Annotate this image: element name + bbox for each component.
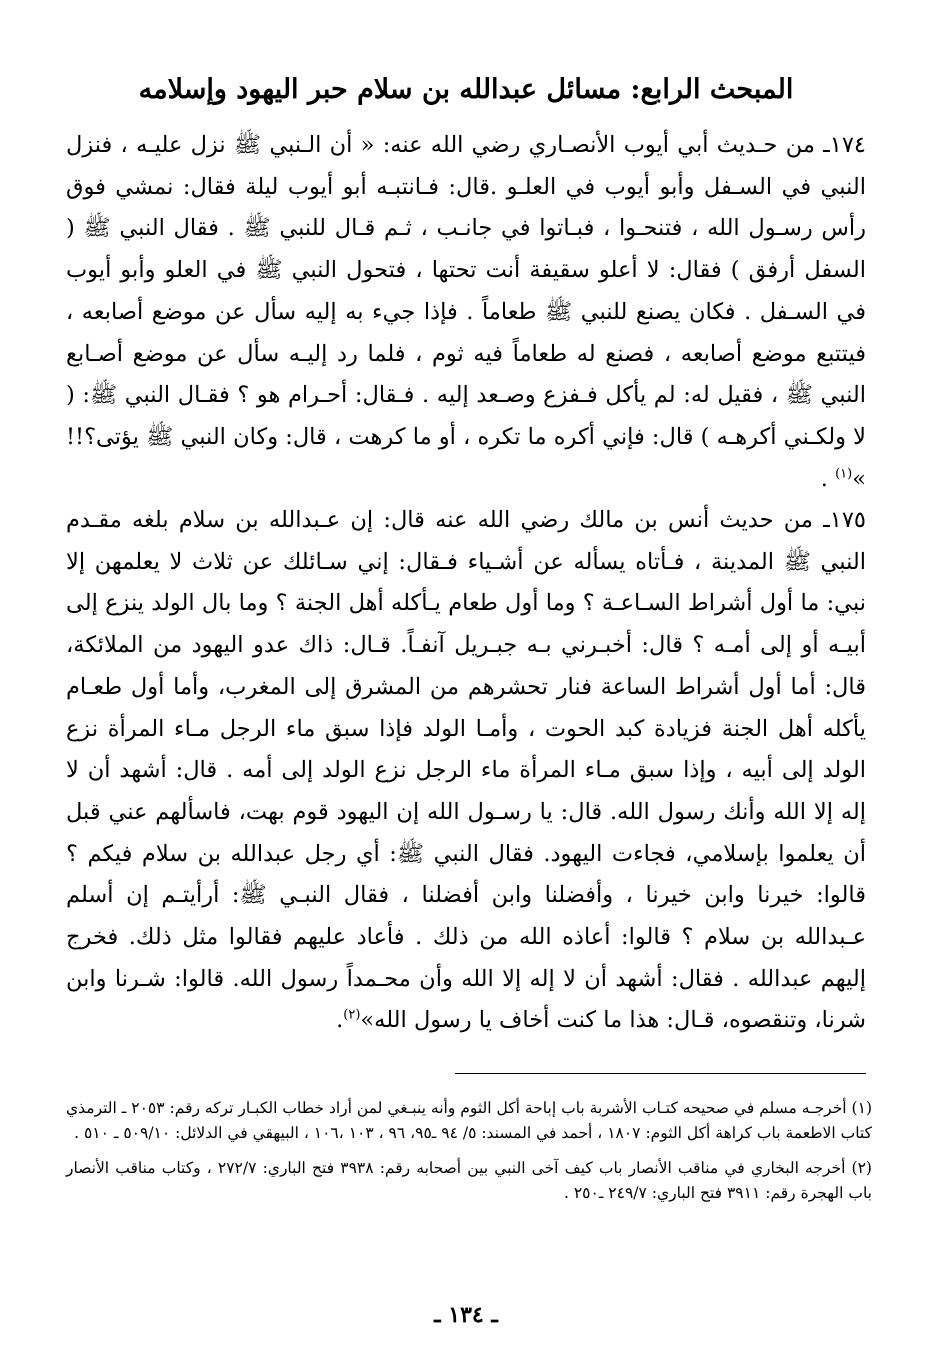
hadith-paragraph-175 (66, 500, 866, 1042)
footnote-divider (455, 1073, 866, 1074)
paragraph-text: ١٧٤ـ من حـديث أبي أيوب الأنصـاري رضي الله عنه: « أن الـنبي ﷺ نزل عليـه ، فنزل النبي في السـفل وأبو أيوب في العلـو .قال: فـانتبـه أبو أيوب ليلة فقال: نمشي فوق رأس رسـول الله ، فتنحـوا ، فبـاتوا في جانـب ، ثـم قـال للنبي ﷺ . فقال النبي ﷺ ( السفل أرفق ) فقال: لا أعلو سقيفة أنت تحتها ، فتحول النبي ﷺ في العلو وأبو أيوب في السـفل . فكان يصنع للنبي ﷺ طعاماً . فإذا جيء به إليه سأل عن موضع أصابعه ، فيتتبع موضع أصابعه ، فصنع له طعاماً فيه ثوم ، فلما رد إليـه سأل عن موضع أصـابع النبي ﷺ ، فقيل له: لم يأكل فـفزع وصـعد إليه . فـقال: أحـرام هو ؟ فقـال النبي ﷺ: ( لا ولكـني أكرهـه ) قال: فإني أكره ما تكره ، أو ما كرهت ، قال: وكان النبي ﷺ يؤتى؟!! » (66, 132, 866, 492)
page-number: ـ ١٣٤ ـ (434, 1302, 498, 1328)
page-title: المبحث الرابع: مسائل عبدالله بن سلام حبر اليهود وإسلامه (138, 74, 794, 105)
paragraph-trailing: . (336, 1007, 344, 1034)
footnotes (66, 1096, 872, 1216)
footnote-1: (١) أخرجـه مسلم في صحيحه كتـاب الأشربة باب إباحة أكل الثوم وأنه ينبـغي لمن أراد خطاب الكبـار تركه رقم: ٢٠٥٣ ـ الترمذي كتاب الاطعمة باب كراهة أكل الثوم: ١٨٠٧ ، أحمد في المسند: ٥/ ٩٤ ـ٩٥، ٩٦ ، ١٠٣ ،١٠٦ ، البيهقي في الدلائل: ٥٠٩/١٠ ـ ٥١٠ . (66, 1099, 872, 1142)
footnote-ref-2[interactable]: (٢) (343, 1007, 361, 1023)
paragraph-text: ١٧٥ـ من حديث أنس بن مالك رضي الله عنه قال: إن عـبدالله بن سلام بلغه مقـدم النبي ﷺ المدينة ، فـأتاه يسأله عن أشـياء فـقال: إني سـائلك عن ثلاث لا يعلمهن إلا نبي: ما أول أشراط السـاعـة ؟ وما أول طعام يـأكله أهل الجنة ؟ وما بال الولد ينزع إلى أبيـه أو إلى أمـه ؟ قال: أخبـرني بـه جبـريل آنفـاً. قـال: ذاك عدو اليهود من الملائكة، قال: أما أول أشراط الساعة فنار تحشرهم من المشرق إلى المغرب، وأما أول طعـام يأكله أهل الجنة فزيادة كبد الحوت ، وأمـا الولد فإذا سبق ماء الرجل مـاء المرأة نزع الولد إلى أبيه ، وإذا سبق مـاء المرأة ماء الرجل نزع الولد إلى أمه . قال: أشهد أن لا إله إلا الله وأنك رسول الله. قال: يا رسـول الله إن اليهود قوم بهت، فاسألهم عني قبل أن يعلموا بإسلامي، فجاءت اليهود. فقال النبي ﷺ: أي رجل عبدالله بن سلام فيكم ؟ قالوا: خيرنا وابن خيرنا ، وأفضلنا وابن أفضلنا ، فقال النبـي ﷺ: أرأيتـم إن أسلم عـبدالله بن سلام ؟ قالوا: أعاذه الله من ذلك . فأعاد عليهم فقالوا مثل ذلك. فخرج إليهم عبدالله . فقال: أشهد أن لا إله إلا الله وأن محـمداً رسول الله. قالوا: شـرنا وابن شرنا، وتنقصوه، قـال: هذا ما كنت أخاف يا رسول الله» (66, 507, 866, 1034)
footnote-2: (٢) أخرجه البخاري في مناقب الأنصار باب كيف آخى النبي بين أصحابه رقم: ٣٩٣٨ فتح الباري: ٢٧٢/٧ ، وكتاب مناقب الأنصار باب الهجرة رقم: ٣٩١١ فتح الباري: ٢٤٩/٧ ـ٢٥٠ . (66, 1159, 872, 1202)
hadith-paragraph-174 (66, 125, 866, 500)
paragraph-trailing: . (820, 465, 836, 492)
footnote-ref-1[interactable]: (١) (835, 466, 853, 482)
